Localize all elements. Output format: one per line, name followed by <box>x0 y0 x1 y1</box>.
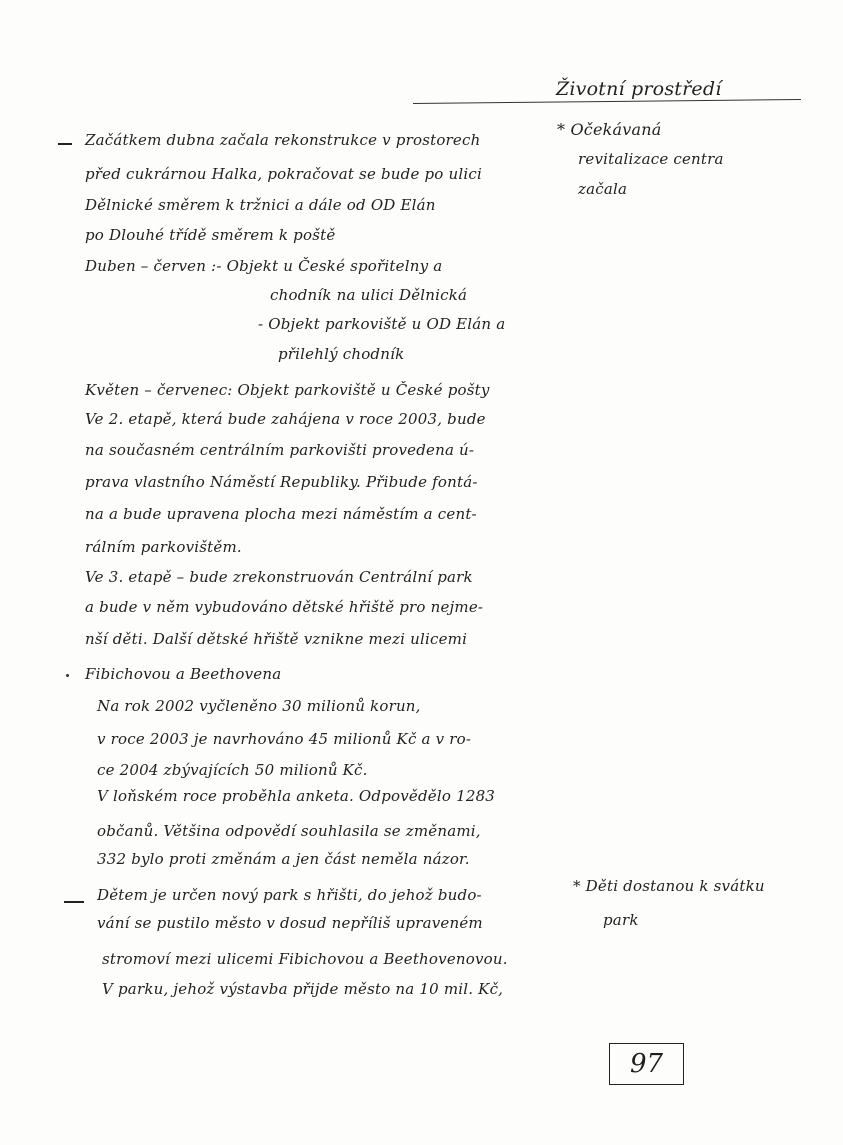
page-number: 97 <box>609 1043 684 1085</box>
side-note-line: začala <box>578 180 628 198</box>
text-line: přilehlý chodník <box>278 345 405 363</box>
text-line: Duben – červen :- Objekt u České spořitelny a <box>85 257 443 275</box>
text-line: chodník na ulici Dělnická <box>270 286 468 304</box>
text-line: Na rok 2002 vyčleněno 30 milionů korun, <box>97 697 421 715</box>
text-line: Fibichovou a Beethovena <box>85 665 282 683</box>
text-line: po Dlouhé třídě směrem k poště <box>85 226 336 244</box>
margin-dash <box>58 143 72 145</box>
text-line: před cukrárnou Halka, pokračovat se bude po ulici <box>85 165 482 183</box>
text-line: na a bude upravena plocha mezi náměstím a cent- <box>85 505 477 523</box>
text-line: na současném centrálním parkovišti provedena ú- <box>85 441 475 459</box>
side-note-line: * Děti dostanou k svátku <box>573 877 765 895</box>
text-line: V loňském roce proběhla anketa. Odpovědělo 1283 <box>97 787 496 805</box>
margin-dash <box>64 901 84 903</box>
side-note-line: park <box>603 911 639 929</box>
text-line: ce 2004 zbývajících 50 milionů Kč. <box>97 761 368 779</box>
text-line: vání se pustilo město v dosud nepříliš upraveném <box>97 914 483 932</box>
text-line: v roce 2003 je navrhováno 45 milionů Kč a v ro- <box>97 730 472 748</box>
text-line: Ve 3. etapě – bude zrekonstruován Centrální park <box>85 568 473 586</box>
text-line: 332 bylo proti změnám a jen část neměla názor. <box>97 850 470 868</box>
text-line: Květen – červenec: Objekt parkoviště u České pošty <box>85 381 490 399</box>
text-line: stromoví mezi ulicemi Fibichovou a Beethovenovou. <box>102 950 508 968</box>
text-line: nší děti. Další dětské hřiště vznikne mezi ulicemi <box>85 630 468 648</box>
page-heading: Životní prostředí <box>556 78 722 100</box>
side-note-line: * Očekávaná <box>557 120 662 139</box>
text-line: prava vlastního Náměstí Republiky. Přibude fontá- <box>85 473 478 491</box>
text-line: rálním parkovištěm. <box>85 538 242 556</box>
text-line: Ve 2. etapě, která bude zahájena v roce 2003, bude <box>85 410 486 428</box>
text-line: Dělnické směrem k tržnici a dále od OD Elán <box>85 196 436 214</box>
text-line: - Objekt parkoviště u OD Elán a <box>258 315 506 333</box>
margin-dot <box>66 674 69 677</box>
text-line: a bude v něm vybudováno dětské hřiště pro nejme- <box>85 598 484 616</box>
text-line: občanů. Většina odpovědí souhlasila se změnami, <box>97 822 481 840</box>
text-line: Začátkem dubna začala rekonstrukce v prostorech <box>85 131 481 149</box>
text-line: V parku, jehož výstavba přijde město na 10 mil. Kč, <box>102 980 504 998</box>
text-line: Dětem je určen nový park s hřišti, do jehož budo- <box>97 886 482 904</box>
side-note-line: revitalizace centra <box>578 150 724 168</box>
